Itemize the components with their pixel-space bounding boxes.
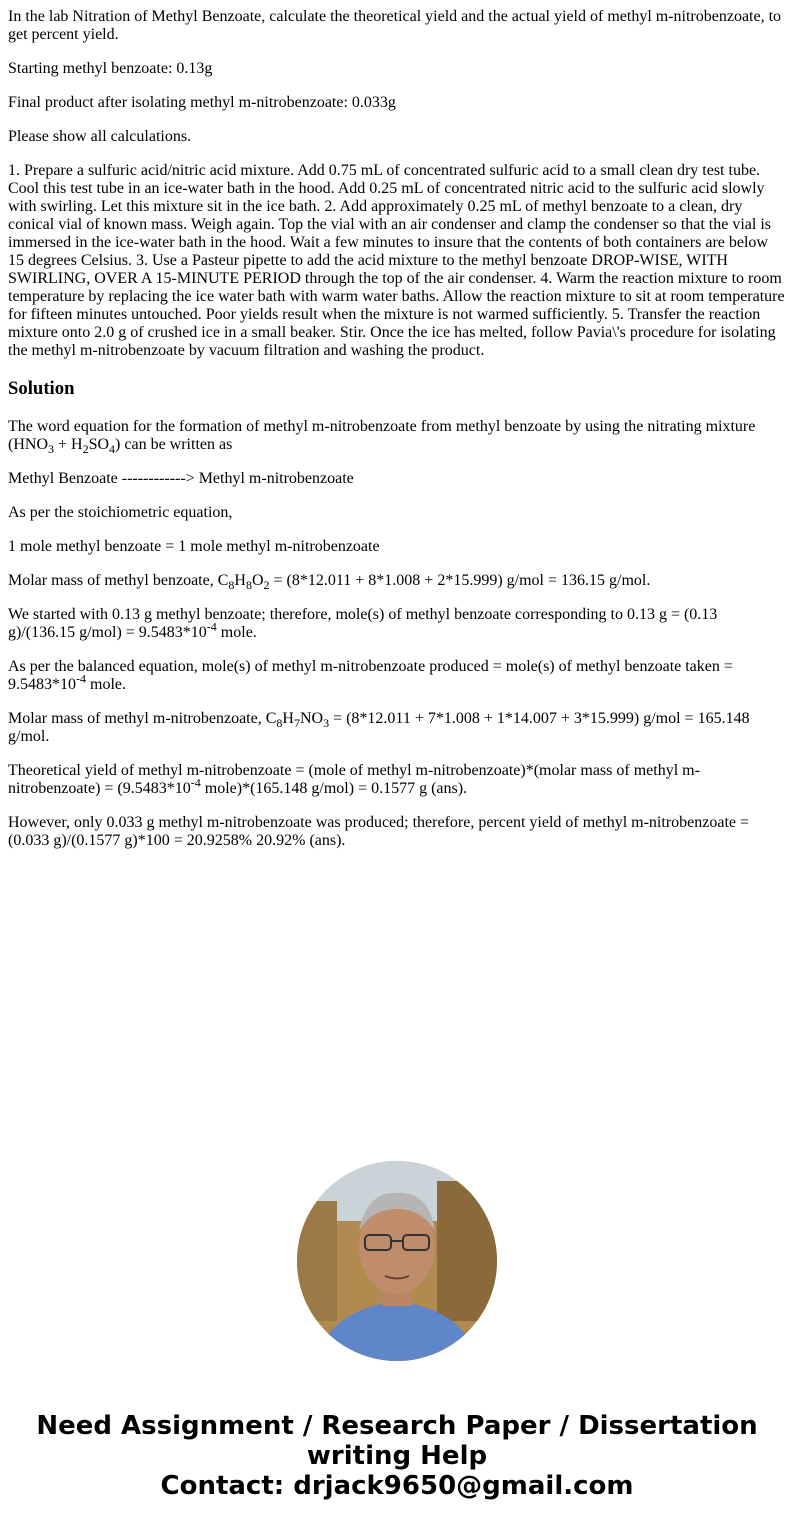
solution-paragraph xyxy=(8,572,786,593)
subscript: 7 xyxy=(293,716,300,731)
solution-paragraph xyxy=(8,710,786,746)
text-segment: As per the stoichiometric equation, xyxy=(8,504,233,521)
content xyxy=(0,8,794,850)
subscript: 8 xyxy=(276,716,283,731)
text-segment: Starting methyl benzoate: 0.13g xyxy=(8,60,213,77)
footer-line: Need Assignment / Research Paper / Dissertation xyxy=(36,1411,758,1441)
footer-contact: Contact: drjack9650@gmail.com xyxy=(160,1471,634,1501)
solution-section xyxy=(8,418,786,850)
text-segment: = (8*12.011 + 8*1.008 + 2*15.999) g/mol = 136.15 g/mol. xyxy=(269,572,651,589)
subscript: 8 xyxy=(245,578,252,593)
subscript: 4 xyxy=(109,442,116,457)
solution-paragraph xyxy=(8,606,786,642)
text-segment: As per the balanced equation, mole(s) of methyl m-nitrobenzoate produced = mole(s) of methyl benzoate taken = 9.5483*10 xyxy=(8,658,733,693)
text-segment: mole. xyxy=(86,676,126,693)
footer-line: writing Help xyxy=(306,1441,488,1471)
text-segment: = (8*12.011 + 7*1.008 + 1*14.007 + 3*15.999) g/mol = 165.148 g/mol. xyxy=(8,710,750,745)
solution-paragraph xyxy=(8,538,786,556)
text-segment: Theoretical yield of methyl m-nitrobenzoate = (mole of methyl m-nitrobenzoate)*(molar mass of methyl m-nitrobenzoate) = (9.5483*10 xyxy=(8,762,700,797)
text-segment: H xyxy=(234,572,246,589)
solution-paragraph xyxy=(8,762,786,798)
text-segment: O xyxy=(251,572,264,589)
author-photo-icon xyxy=(297,1161,497,1361)
text-segment: We started with 0.13 g methyl benzoate; therefore, mole(s) of methyl benzoate corresponding to 0.13 g = (0.13 g)/(136.15 g/mol) = 9.5483*10 xyxy=(8,606,718,641)
text-segment: ) can be written as xyxy=(115,436,233,453)
author-avatar xyxy=(297,1161,497,1361)
text-segment: + H xyxy=(54,436,83,453)
subscript: 2 xyxy=(263,578,270,593)
text-segment: NO xyxy=(299,710,324,727)
solution-paragraph xyxy=(8,418,786,457)
solution-paragraph xyxy=(8,470,786,488)
subscript: 2 xyxy=(82,442,89,457)
subscript: 8 xyxy=(228,578,235,593)
question-paragraph xyxy=(8,60,786,78)
question-section xyxy=(8,8,786,360)
text-segment: However, only 0.033 g methyl m-nitrobenzoate was produced; therefore, percent yield of methyl m-nitrobenzoate = (0.033 g)/(0.1577 g)*100 = 20.9258% 20.92% (ans). xyxy=(8,814,750,849)
subscript: 3 xyxy=(48,442,54,457)
question-paragraph xyxy=(8,128,786,146)
text-segment: H xyxy=(282,710,294,727)
solution-paragraph xyxy=(8,814,786,850)
text-segment: 1 mole methyl benzoate = 1 mole methyl m-nitrobenzoate xyxy=(8,538,380,555)
text-segment: Molar mass of methyl m-nitrobenzoate, C xyxy=(8,710,277,727)
question-paragraph xyxy=(8,8,786,44)
text-segment: The word equation for the formation of methyl m-nitrobenzoate from methyl benzoate by using the nitrating mixture (HNO xyxy=(8,418,756,453)
text-segment: 1. Prepare a sulfuric acid/nitric acid mixture. Add 0.75 mL of concentrated sulfuric acid to a small clean dry test tube. Cool this test tube in an ice-water bath in the hood. Add 0.25 mL of concentrated nitric acid to the sulfuric acid slowly with swirling. Let this mixture sit in the ice bath. 2. Add approximately 0.25 mL of methyl benzoate to a clean, dry conical vial of known mass. Weigh again. Top the vial with an air condenser and clamp the condenser so that the vial is immersed in the ice-water bath in the hood. Wait a few minutes to insure that the contents of both containers are below 15 degrees Celsius. 3. Use a Pasteur pipette to add the acid mixture to the methyl benzoate DROP-WISE, WITH SWIRLING, OVER A 15-MINUTE PERIOD through the top of the air condenser. 4. Warm the reaction mixture to room temperature by replacing the ice water bath with warm water baths. Allow the reaction mixture to sit at room temperature for fifteen minutes untouched. Poor yields result when the mixture is not warmed sufficiently. 5. Transfer the reaction mixture onto 2.0 g of crushed ice in a small beaker. Stir. Once the ice has melted, follow Pavia\'s procedure for isolating the methyl m-nitrobenzoate by vacuum filtration and washing the product. xyxy=(8,162,785,359)
solution-heading: Solution xyxy=(8,378,75,399)
text-segment: SO xyxy=(88,436,110,453)
text-segment: Final product after isolating methyl m-nitrobenzoate: 0.033g xyxy=(8,94,396,111)
solution-paragraph xyxy=(8,504,786,522)
superscript: -4 xyxy=(190,775,201,790)
question-paragraph xyxy=(8,162,786,360)
superscript: -4 xyxy=(206,619,217,634)
subscript: 3 xyxy=(323,716,330,731)
text-segment: mole)*(165.148 g/mol) = 0.1577 g (ans). xyxy=(200,780,468,797)
text-segment: In the lab Nitration of Methyl Benzoate, calculate the theoretical yield and the actual yield of methyl m-nitrobenzoate, to get percent yield. xyxy=(8,8,782,43)
solution-paragraph xyxy=(8,658,786,694)
text-segment: Molar mass of methyl benzoate, C xyxy=(8,572,229,589)
footer-banner xyxy=(0,1411,794,1501)
question-paragraph xyxy=(8,94,786,112)
text-segment: mole. xyxy=(216,624,257,641)
superscript: -4 xyxy=(76,671,86,686)
text-segment: Methyl Benzoate ------------> Methyl m-nitrobenzoate xyxy=(8,470,354,487)
text-segment: Please show all calculations. xyxy=(8,128,192,145)
